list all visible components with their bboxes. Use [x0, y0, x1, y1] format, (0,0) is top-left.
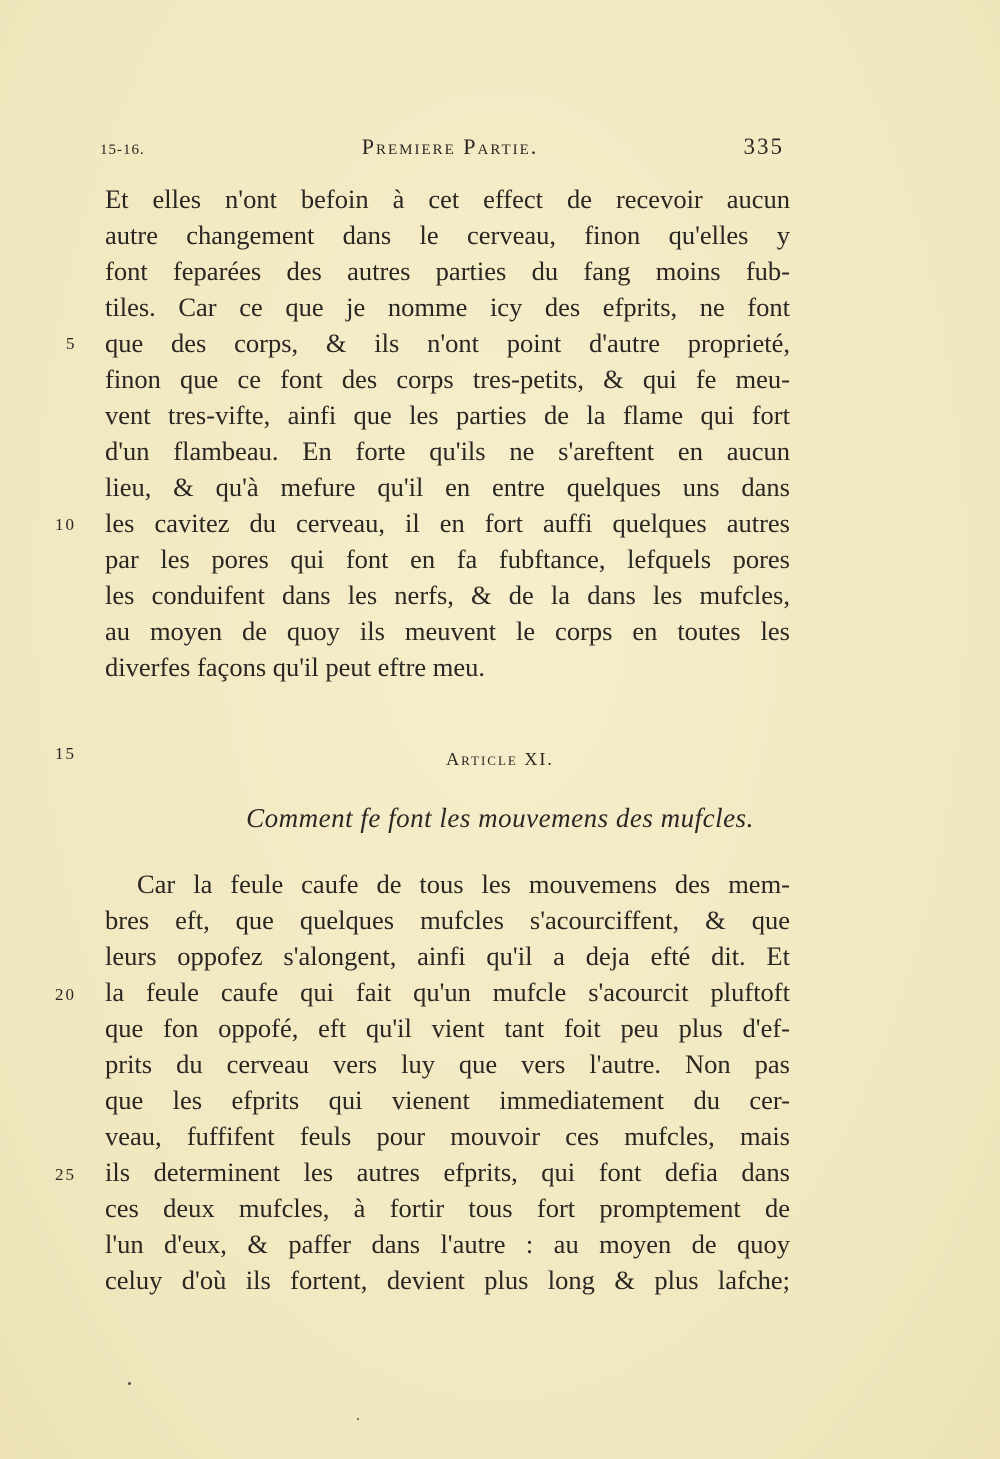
text-line: ils determinent les autres efprits, qui font defia dans: [105, 1157, 790, 1187]
text-line: vent tres-vifte, ainfi que les parties de la flame qui fort: [105, 400, 790, 430]
text-line: font feparées des autres parties du fang moins fub-: [105, 256, 790, 286]
text-line: finon que ce font des corps tres-petits, & qui fe meu-: [105, 364, 790, 394]
running-header: [100, 134, 800, 168]
text-line: autre changement dans le cerveau, finon qu'elles y: [105, 220, 790, 250]
line-number-10: 10: [55, 515, 76, 534]
text-line: que fon oppofé, eft qu'il vient tant foit peu plus d'ef-: [105, 1013, 790, 1043]
article-heading: Article XI.: [446, 749, 554, 769]
text-line: par les pores qui font en fa fubftance, lefquels pores: [105, 544, 790, 574]
text-line: celuy d'où ils fortent, devient plus long & plus lafche;: [105, 1265, 790, 1295]
text-line: ces deux mufcles, à fortir tous fort promptement de: [105, 1193, 790, 1223]
text-line: diverfes façons qu'il peut eftre meu.: [105, 652, 486, 682]
article-subtitle: Comment fe font les mouvemens des mufcles.: [246, 803, 754, 833]
line-number-5: 5: [66, 334, 77, 353]
text-line: les conduifent dans les nerfs, & de la dans les mufcles,: [105, 580, 790, 610]
text-line: la feule caufe qui fait qu'un mufcle s'acourcit pluftoft: [105, 977, 790, 1007]
running-title: Premiere Partie.: [361, 134, 539, 159]
text-line: tiles. Car ce que je nomme icy des efprits, ne font: [105, 292, 790, 322]
text-line: prits du cerveau vers luy que vers l'autre. Non pas: [105, 1049, 790, 1079]
line-number-25: 25: [55, 1165, 76, 1184]
text-line: au moyen de quoy ils meuvent le corps en toutes les: [105, 616, 790, 646]
text-line: bres eft, que quelques mufcles s'acourciffent, & que: [105, 905, 790, 935]
text-line: que des corps, & ils n'ont point d'autre proprieté,: [105, 328, 790, 358]
line-number-20: 20: [55, 985, 76, 1004]
paper-speck: [128, 1382, 131, 1385]
section-reference: 15-16.: [100, 142, 145, 158]
paper-speck: [357, 1418, 359, 1420]
text-line: Et elles n'ont befoin à cet effect de recevoir aucun: [105, 184, 790, 214]
text-line: Car la feule caufe de tous les mouvemens des mem-: [137, 869, 790, 899]
line-number-15: 15: [55, 744, 76, 763]
text-line: leurs oppofez s'alongent, ainfi qu'il a deja efté dit. Et: [105, 941, 790, 971]
text-line: lieu, & qu'à mefure qu'il en entre quelques uns dans: [105, 472, 790, 502]
text-line: d'un flambeau. En forte qu'ils ne s'areftent en aucun: [105, 436, 790, 466]
page-number: 335: [743, 134, 784, 159]
text-line: les cavitez du cerveau, il en fort auffi quelques autres: [105, 508, 790, 538]
text-line: l'un d'eux, & paffer dans l'autre : au moyen de quoy: [105, 1229, 790, 1259]
text-line: veau, fuffifent feuls pour mouvoir ces mufcles, mais: [105, 1121, 790, 1151]
text-line: que les efprits qui vienent immediatement du cer-: [105, 1085, 790, 1115]
